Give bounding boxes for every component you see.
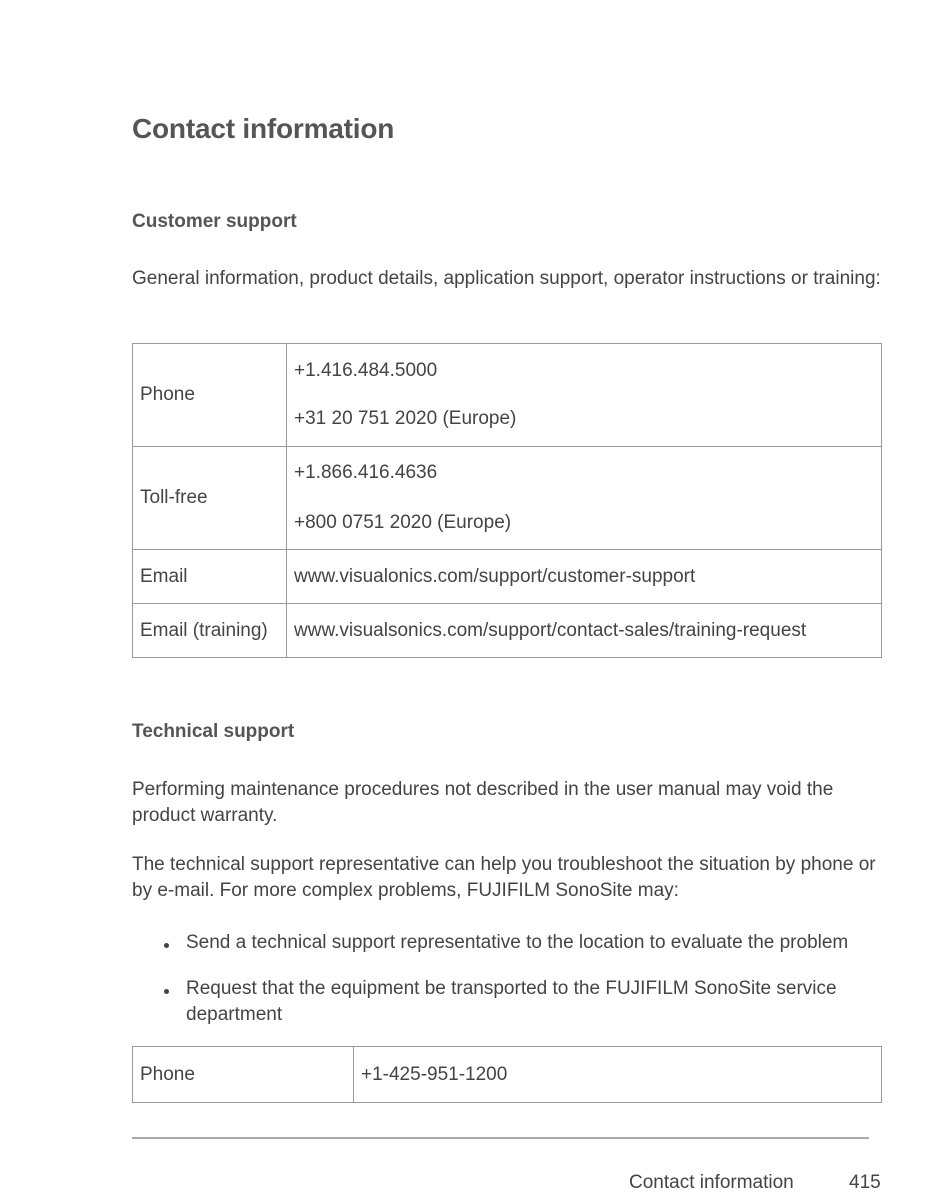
email-link[interactable]: www.visualonics.com/support/customer-support bbox=[287, 550, 882, 604]
row-label-email-training: Email (training) bbox=[133, 604, 287, 658]
row-value-toll-free bbox=[287, 447, 882, 550]
table-row bbox=[133, 604, 882, 658]
phone-number: +31 20 751 2020 (Europe) bbox=[294, 408, 517, 429]
list-item bbox=[132, 976, 882, 1028]
technical-support-para-1: Performing maintenance procedures not described in the user manual may void the product warranty. bbox=[132, 779, 834, 826]
row-label-toll-free: Toll-free bbox=[133, 447, 287, 550]
page-number: 415 bbox=[849, 1172, 881, 1193]
bullet-icon bbox=[164, 943, 169, 948]
page-title: Contact information bbox=[132, 113, 395, 144]
customer-support-intro: General information, product details, application support, operator instructions or training: bbox=[132, 268, 881, 289]
list-item bbox=[132, 930, 882, 956]
row-label-phone: Phone bbox=[133, 344, 287, 447]
technical-support-para-2: The technical support representative can help you troubleshoot the situation by phone or by e-mail. For more complex problems, FUJIFILM SonoSite may: bbox=[132, 854, 876, 901]
table-row bbox=[133, 1047, 882, 1103]
list-item-text: Request that the equipment be transported to the FUJIFILM SonoSite service department bbox=[186, 978, 837, 1025]
row-label-phone: Phone bbox=[133, 1047, 354, 1103]
technical-support-bullets bbox=[132, 930, 882, 1028]
bullet-icon bbox=[164, 989, 169, 994]
footer-section-title: Contact information bbox=[629, 1172, 794, 1193]
phone-number: +1.866.416.4636 bbox=[294, 462, 438, 483]
footer-divider bbox=[132, 1137, 869, 1139]
table-row bbox=[133, 344, 882, 447]
technical-support-table bbox=[132, 1046, 882, 1103]
row-label-email: Email bbox=[133, 550, 287, 604]
table-row bbox=[133, 447, 882, 550]
table-row bbox=[133, 550, 882, 604]
phone-number: +1.416.484.5000 bbox=[294, 360, 438, 381]
row-value-phone bbox=[287, 344, 882, 447]
customer-support-heading: Customer support bbox=[132, 211, 297, 232]
phone-number: +800 0751 2020 (Europe) bbox=[294, 512, 512, 533]
list-item-text: Send a technical support representative to the location to evaluate the problem bbox=[186, 932, 849, 953]
phone-number: +1-425-951-1200 bbox=[354, 1047, 882, 1103]
technical-support-heading: Technical support bbox=[132, 721, 295, 742]
email-training-link[interactable]: www.visualsonics.com/support/contact-sales/training-request bbox=[287, 604, 882, 658]
customer-support-table bbox=[132, 343, 882, 658]
